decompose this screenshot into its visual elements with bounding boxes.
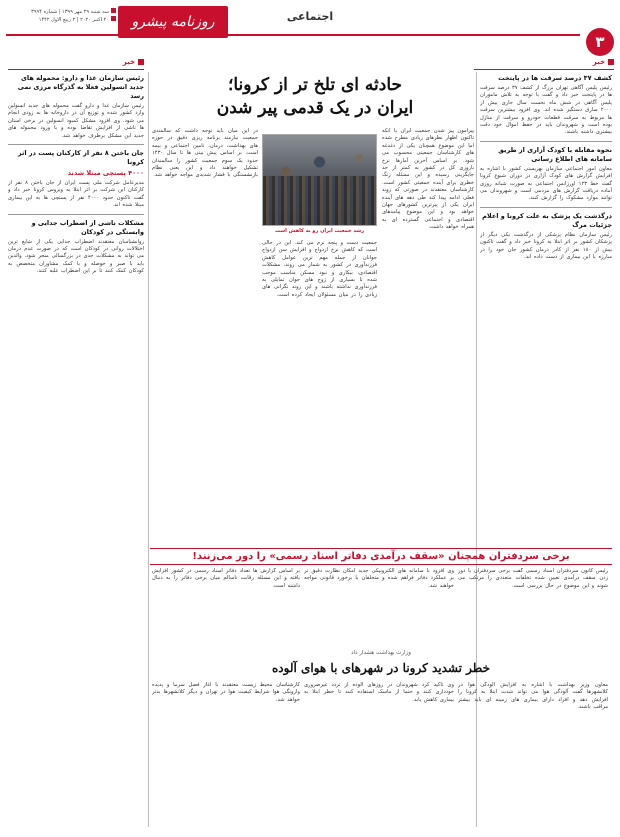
news-subtitle: ۴۰۰۰ پستچی مبتلا شدند [67,169,144,178]
second-headline: خطر تشدید کرونا در شهرهای با هوای آلوده [271,661,491,675]
news-text: مدیرعامل شرکت ملی پست ایران از جان باختن ۸ نفر از کارکنان این شرکت بر اثر ابتلا به ویروس کرونا خبر داد و گفت تاکنون حدود ۴۰۰۰ نفر از پستچی ها به این بیماری مبتلا شده اند. [8,180,144,209]
divider [480,141,612,142]
square-icon [608,59,614,65]
issue-line-1: سه شنبه ۲۹ مهر ۱۳۹۹ | شماره ۳۹۹۴ [8,8,116,16]
square-icon [111,16,116,21]
divider [8,214,144,215]
article-text: وی تاکید کرد شهروندان در روزهای آلوده از تردد غیرضروری خودداری کنند و حتما از ماسک استفاده کنند تا خطر ابتلا به بیماری کاهش یابد. [304,682,454,703]
news-title: رئیس سازمان غذا و دارو: محموله های جدید انسولین فعلا به گذرگاه مرزی نمی رسد [17,74,144,100]
page-header [0,0,620,60]
second-col-c [152,682,300,830]
brand [118,6,228,38]
news-text: رئیس سازمان نظام پزشکی از درگذشت یکی دیگر از پزشکان کشور بر اثر ابتلا به کرونا خبر داد و گفت تاکنون بیش از ۱۸۰ نفر از کادر درمان کشور جان خود را در مبارزه با این بیماری از دست داده اند. [480,231,612,261]
headline-line-1: حادثه ای تلخ تر از کرونا؛ [227,75,403,95]
divider [480,207,612,208]
issue-line-2: ۲۰ اکتبر ۲۰۲۰ | ۲ ربیع الاول ۱۴۴۲ [8,16,116,24]
second-col-a [458,682,608,830]
second-kicker: وزارت بهداشت هشدار داد [351,650,411,656]
article-text: در این میان باید توجه داشت که سالمندی جمعیت نیازمند برنامه ریزی دقیق در حوزه های بهداشت، درمان، تامین اجتماعی و بیمه است. بر اساس پیش بینی ها تا سال ۱۴۳۰ حدود یک سوم جمعیت کشور را سالمندان تشکیل خواهند داد و این یعنی نظام بازنشستگی با فشار شدیدی مواجه خواهد شد. [152,128,258,179]
article-text: جمعیت دست و پنجه نرم می کند. این در حالی است که کاهش نرخ ازدواج و افزایش سن ازدواج جوانان از جمله مهم ترین عوامل کاهش فرزندآوری در کشور به شمار می روند. مشکلات اقتصادی، بیکاری و نبود مسکن مناسب موجب شده تا بسیاری از زوج های جوان تمایلی به فرزندآوری نداشته باشند و این روند نگرانی های زیادی را در میان مسئولان ایجاد کرده است. [262,240,377,298]
section-title: اجتماعی [286,10,334,23]
kicker-left: خبر [8,58,144,70]
news-text: رئیس پلیس آگاهی تهران بزرگ از کشف ۳۷ درصد سرقت ها در پایتخت خبر داد و گفت با توجه به تلاش ماموران پلیس آگاهی در شش ماه نخست سال جاری بیش از ۲۰۰۰ سارق دستگیر شده اند. وی افزود بیشترین سرقت ها مربوط به سرقت قطعات خودرو و سرقت از منازل بوده است و شهروندان باید در حفظ اموال خود دقت بیشتری داشته باشند. [480,85,612,136]
middle-col-c [152,568,300,646]
article-text: پیرامون پیر شدن جمعیت ایران با آنکه تاکنون اظهار نظرهای زیادی مطرح شده اما این موضوع همچنان یکی از دغدغه های کارشناسان جمعیتی محسوب می شود. بر اساس آخرین آمارها نرخ باروری کل در کشور به کمتر از حد جایگزینی رسیده و این مسئله زنگ خطری برای آینده جمعیتی کشور است. کارشناسان معتقدند در صورتی که روند فعلی ادامه پیدا کند طی دهه های آینده ایران یکی از پیرترین کشورهای جهان خواهد بود و این موضوع پیامدهای اقتصادی و اجتماعی گسترده ای به همراه خواهد داشت. [382,128,474,231]
square-icon [111,8,116,13]
news-text: رئیس سازمان غذا و دارو گفت محموله های جدید انسولین وارد کشور شده و توزیع آن در داروخانه ها به زودی انجام می شود. وی افزود مشکل کمبود انسولین در برخی استان ها ناشی از افزایش تقاضا بوده و با ورود محموله های جدید این مشکل برطرف خواهد شد. [8,103,144,139]
article-text: بر اساس گزارش ها تعداد دفاتر اسناد رسمی در کشور افزایش یافته و این مسئله رقابت ناسالم میان برخی دفاتر را به دنبال داشته است. [152,568,300,589]
article-text: معاون وزیر بهداشت با اشاره به افزایش آلودگی هوا در کلانشهرها گفت آلودگی هوا می تواند شدت ابتلا به کرونا را افزایش دهد و افراد دارای بیماری های زمینه ای باید بیشتر مراقب باشند. [458,682,608,711]
brand-logo: روزنامه پیشرو [118,6,228,38]
article-text: وی افزود با سامانه های الکترونیکی جدید امکان نظارت دقیق تر بر عملکرد دفاتر فراهم شده و متخلفان با برخورد قانونی مواجه خواهند شد. [304,568,454,589]
middle-banner: برخی سردفتران همچنان «سقف درآمدی دفاتر اسناد رسمی» را دور می‌زنند! [150,548,612,565]
page-number: ۳ [586,28,614,56]
column-divider [148,72,149,827]
divider [8,144,144,145]
square-icon [138,59,144,65]
news-title: نحوه مقابله با کودک آزاری از طریق سامانه های اطلاع رسانی [498,145,612,163]
left-column [8,74,144,830]
main-story-col-c [152,128,258,544]
issue-info [8,8,116,24]
article-text: رئیس کانون سردفتران اسناد رسمی گفت برخی سردفتران با دور زدن سقف درآمدی تعیین شده تخلفات متعددی را مرتکب می شوند و این موضوع در حال بررسی است. [458,568,608,589]
second-col-b [304,682,454,830]
news-title: جان باختن ۸ نفر از کارکنان پست در اثر کرونا [17,149,144,167]
kicker-right: خبر [474,58,614,70]
crowd-photo [262,134,377,226]
article-text: کارشناسان محیط زیست معتقدند با آغاز فصل سرما و پدیده وارونگی هوا شرایط کیفیت هوا در تهران و دیگر کلانشهرها بدتر خواهد شد. [152,682,300,703]
photo-caption: رشد جمعیت ایران رو به کاهش است [274,228,365,234]
news-text: معاون امور اجتماعی سازمان بهزیستی کشور با اشاره به افزایش گزارش های کودک آزاری در دوران شیوع کرونا گفت خط ۱۲۳ اورژانس اجتماعی به صورت شبانه روزی آماده دریافت گزارش های مردمی است و شهروندان می توانند موارد مشکوک را گزارش کنند. [480,165,612,202]
news-title: کشف ۳۷ درصد سرقت ها در پایتخت [498,74,612,82]
news-title: مشکلات ناشی از اضطراب جدایی و وابستگی در کودکان [31,218,144,236]
headline-line-2: ایران در یک قدمی پیر شدن [216,98,414,118]
news-text: روانشناسان معتقدند اضطراب جدایی یکی از شایع ترین اختلالات روانی در کودکان است که در صورت عدم درمان می تواند به مشکلات جدی در بزرگسالی منجر شود. والدین باید با صبر و حوصله و با کمک مشاوران متخصص به کودکان کمک کنند تا بر این اضطراب غلبه کنند. [8,238,144,275]
middle-col-a [458,568,608,646]
main-headline [150,74,480,120]
news-title: درگذشت یک پزشک به علت کرونا و اعلام جزئیات مرگ [482,211,612,229]
middle-col-b [304,568,454,646]
main-story-col-a [382,128,474,544]
main-story-col-b [262,240,377,544]
header-rule [6,34,580,36]
